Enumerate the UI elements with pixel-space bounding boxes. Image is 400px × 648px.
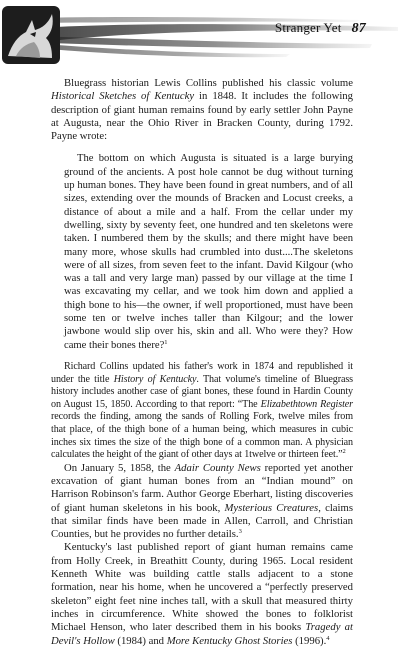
paragraph	[51, 462, 353, 542]
italic-title: Tragedy at Devil's Hollow	[51, 621, 353, 647]
text-run: records the finding, among the sands of Rolling Fork, twelve miles from that place, of the thigh bone of a human being, which measures in cubic inches six times the size of the thigh bone of a common man. A physician calculates the height of the giant of other days at 1twelve or thirteen feet.”	[51, 411, 353, 461]
text-run: , claims that similar finds have been made in Allen, Carroll, and Christian Counties, but he provides no further details.	[51, 501, 353, 541]
howling-wolf-icon	[2, 6, 60, 64]
page-header	[0, 0, 400, 62]
footnote-ref: 2	[342, 448, 346, 456]
paragraph	[51, 361, 353, 462]
text-run: (1996).	[292, 634, 327, 647]
quote-paragraph	[64, 152, 353, 351]
text-run: Richard Collins updated his father's work in 1874 and republished it under the title	[51, 360, 353, 385]
text-run: Bluegrass historian Lewis Collins published his classic volume	[64, 77, 353, 89]
footnote-ref: 4	[326, 634, 330, 642]
italic-title: More Kentucky Ghost Stories	[166, 634, 293, 647]
running-title: Stranger Yet	[274, 20, 342, 35]
text-run: reported yet another excavation of giant human bones from an “Indian mound” on Harrison Robinson's farm. Author George Eberhart, listing discoveries of giant human skeletons in his book,	[51, 461, 353, 514]
body-text	[51, 77, 353, 648]
page-number: 87	[351, 21, 366, 36]
text-run: Kentucky's last published report of giant human remains came from Holly Creek, in Breathitt County, during 1965. Local resident Kenneth White was building cattle stalls adjacent to a stone formation, near his home, when he uncovered a “perfectly preserved skeleton” eight feet nine inches tall, with a skull that measured thirty inches in circumference. White showed the bones to folklorist Michael Henson, who later described them in his books	[51, 541, 353, 634]
text-run: (1984) and	[114, 634, 167, 647]
italic-title: History of Kentucky	[113, 373, 197, 385]
footnote-ref: 1	[164, 338, 168, 346]
text-run: On January 5, 1858, the	[64, 461, 175, 474]
running-head	[275, 20, 366, 37]
text-run: in 1848. It includes the following description of giant human remains found by early settler John Payne at Augusta, near the Ohio River in Bracken County, during 1792. Payne wrote:	[51, 90, 353, 143]
text-run: The bottom on which Augusta is situated is a large burying ground of the ancients. A post hole cannot be dug without turning up human bones. They have been found in great numbers, and of all sizes, extending over the mounds of Bracken and Locust creeks, a distance of about a mile and a half. From the cellar under my dwelling, sixty by seventy feet, one hundred and ten skeletons were taken. I numbered them by the skulls; and there might have been many more, whose skulls had crumbled into dust....The skeletons were of all sizes, from seven feet to the infant. David Kilgour (who was a tall and very large man) passed by our village at the time I was excavating my cellar, and we took him down and applied a thigh bone to his—the owner, if well proportioned, must have been some ten or twelve inches taller than Kilgour; and the lower jawbone would slip over his, skin and all. Who were they? How came their bones there?	[64, 153, 353, 351]
italic-title: Mysterious Creatures	[224, 501, 319, 514]
block-quote	[64, 152, 353, 351]
italic-title: Adair County News	[174, 461, 261, 474]
paragraph	[51, 77, 353, 143]
text-run: . That volume's timeline of Bluegrass history includes another case of giant bones, these found in Hardin County on August 15, 1850. According to that report: “The	[51, 373, 353, 410]
footnote-ref: 3	[238, 528, 242, 536]
paragraph	[51, 541, 353, 647]
italic-title: Elizabethtown Register	[260, 398, 353, 410]
italic-title: Historical Sketches of Kentucky	[51, 90, 195, 103]
